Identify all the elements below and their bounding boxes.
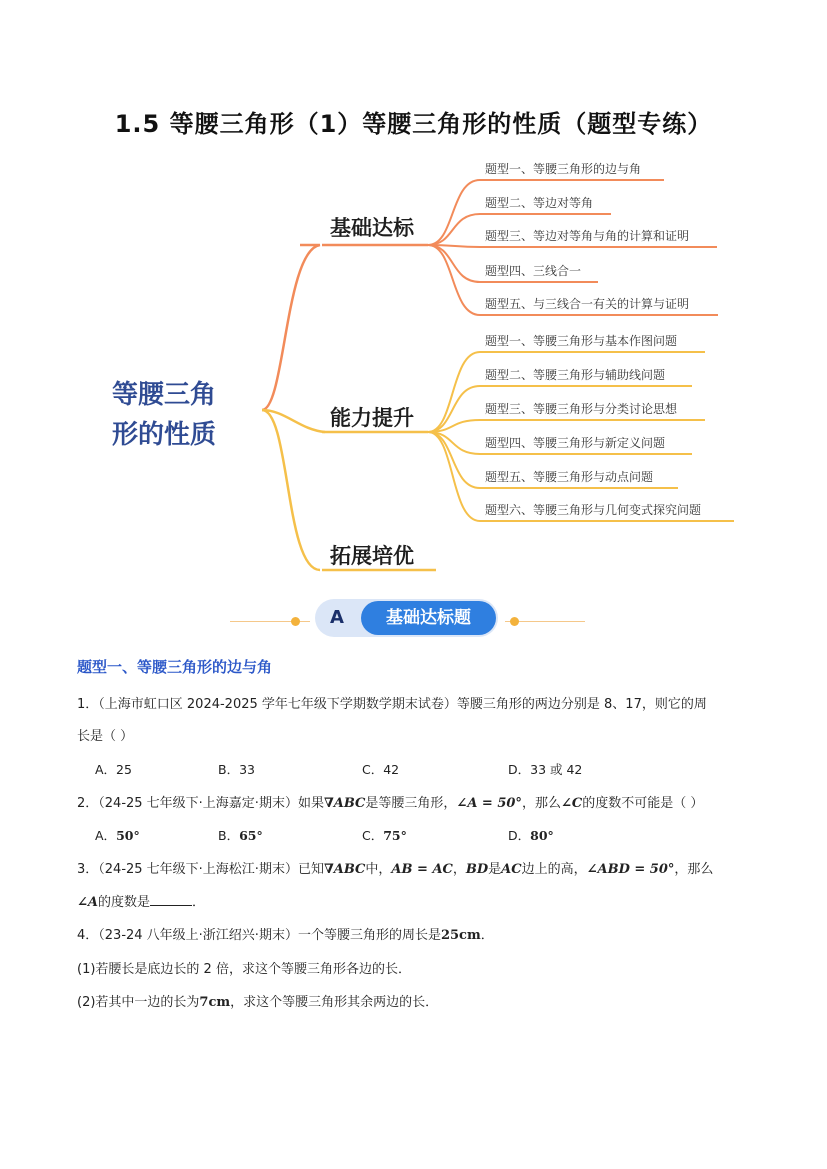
leaf-basic-5: 题型五、与三线合一有关的计算与证明 [485,297,690,311]
mindmap-root-line2: 形的性质 [112,420,217,450]
q2-angle-a: ∠A = 50° [456,796,522,811]
q2-line [77,792,703,811]
page-title: 1.5 等腰三角形（1）等腰三角形的性质（题型专练） [114,110,713,138]
section-title: 题型一、等腰三角形的边与角 [77,658,273,676]
q2-option-c [362,826,407,844]
banner-label: 基础达标题 [361,601,496,635]
q2-suffix: 的度数不可能是（ ） [582,796,704,811]
q2-option-c-letter: C． [362,828,384,843]
q4-part1: (1)若腰长是底边长的 2 倍，求这个等腰三角形各边的长． [77,962,411,977]
banner-dot-right [510,617,519,626]
q4-part2-suffix: ，求这个等腰三角形其余两边的长． [230,995,439,1010]
q2-option-d [508,826,554,844]
q3-line2-end: ． [192,895,206,910]
q2-option-b-letter: B． [218,828,240,843]
leaf-adv-5: 题型五、等腰三角形与动点问题 [485,470,654,484]
q2-option-d-value: 80° [530,828,554,843]
q3-t3: 是 [488,862,502,877]
q3-t4: 边上的高， [521,862,587,877]
leaf-adv-2: 题型二、等腰三角形与辅助线问题 [485,368,666,382]
leaf-basic-4: 题型四、三线合一 [485,264,582,278]
q1-option-b: B．33 [218,762,255,777]
banner-letter: A [317,601,357,635]
q4-part2-prefix: (2)若其中一边的长为 [77,995,200,1010]
q1-option-a: A．25 [95,762,132,777]
leaf-adv-1: 题型一、等腰三角形与基本作图问题 [485,334,678,348]
q2-option-b [218,826,263,844]
q2-option-b-value: 65° [239,828,263,843]
q2-option-c-value: 75° [383,828,407,843]
q4-prefix: 4．（23-24 八年级上·浙江绍兴·期末）一个等腰三角形的周长是 [77,928,441,943]
q2-option-d-letter: D． [508,828,531,843]
branch-advanced: 能力提升 [330,406,414,430]
leaf-adv-3: 题型三、等腰三角形与分类讨论思想 [485,402,678,416]
q2-option-a-letter: A． [95,828,117,843]
q3-t1: 中， [365,862,392,877]
q2-mid: 是等腰三角形， [365,796,457,811]
q3-t2: ， [452,862,466,877]
q2-prefix: 2．（24-25 七年级下·上海嘉定·期末）如果 [77,796,324,811]
q2-option-a [95,826,140,844]
mindmap-root-line1: 等腰三角 [112,380,217,410]
q4-part2 [77,991,438,1010]
q3-equality: AB = AC [391,862,453,877]
q3-line2-text: 的度数是 [97,895,150,910]
q3-line2 [77,891,205,910]
banner-dot-left [291,617,300,626]
leaf-adv-6: 题型六、等腰三角形与几何变式探究问题 [485,503,702,517]
q3-angle-a: ∠A [77,895,98,910]
q2-option-a-value: 50° [116,828,140,843]
q2-angle-c: ∠C [560,796,583,811]
q3-t5: ，那么 [674,862,714,877]
q1-line2: 长是（ ） [77,729,134,744]
leaf-basic-3: 题型三、等边对等角与角的计算和证明 [485,229,690,243]
q3-answer-blank [150,893,192,906]
q2-triangle: ∇ABC [323,796,366,811]
leaf-basic-2: 题型二、等边对等角 [485,196,594,210]
q4-part2-value: 7cm [199,995,231,1010]
q3-triangle: ∇ABC [323,862,366,877]
q3-angle: ∠ABD = 50° [586,862,675,877]
branch-extension: 拓展培优 [330,544,414,568]
leaf-adv-4: 题型四、等腰三角形与新定义问题 [485,436,666,450]
q4-perimeter: 25cm [440,928,481,943]
mindmap-root [112,375,242,455]
q1-option-d: D．33 或 42 [508,762,583,777]
q4-line1 [77,924,494,943]
q2-mid2: ，那么 [521,796,561,811]
q3-bd: BD [465,862,489,877]
q3-ac: AC [501,862,522,877]
q1-line1: 1．（上海市虹口区 2024-2025 学年七年级下学期数学期末试卷）等腰三角形的两边分别是 8、17，则它的周 [77,697,707,712]
q1-option-c: C．42 [362,762,400,777]
q4-line1-end: ． [480,928,494,943]
branch-basic: 基础达标 [330,216,414,240]
section-banner [315,599,498,637]
q3-line1 [77,858,713,877]
leaf-basic-1: 题型一、等腰三角形的边与角 [485,162,642,176]
q3-prefix: 3．（24-25 七年级下·上海松江·期末）已知 [77,862,324,877]
